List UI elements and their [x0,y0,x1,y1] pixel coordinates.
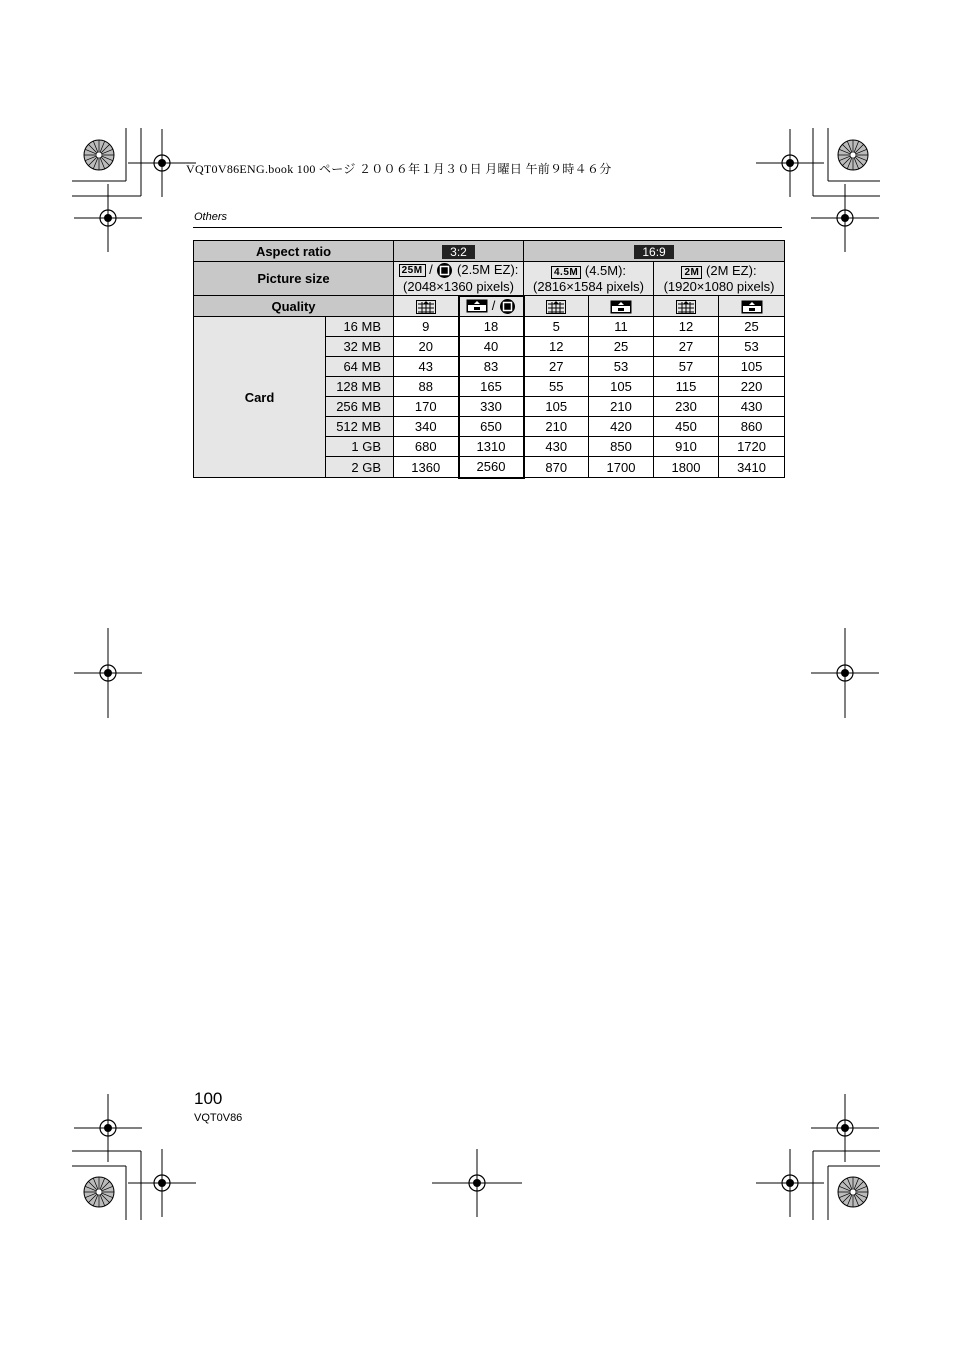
value-cell: 12 [524,337,589,357]
value-cell: 330 [459,397,524,417]
size-cell-45m [524,262,654,296]
value-cell: 860 [719,417,785,437]
fine-quality-icon [416,300,436,314]
standard-quality-icon [741,300,763,314]
value-cell: 650 [459,417,524,437]
crosshair-mark-icon [811,1094,879,1162]
value-cell: 910 [654,437,719,457]
value-cell: 210 [589,397,654,417]
wheel-mark-icon [84,140,114,170]
standard-quality-icon [610,300,632,314]
crosshair-mark-icon [74,1094,142,1162]
size-25m-text: (2.5M EZ): [457,262,519,278]
section-label: Others [194,211,228,223]
value-cell: 20 [394,337,459,357]
value-cell: 53 [589,357,654,377]
value-cell: 430 [719,397,785,417]
wheel-mark-icon [84,1177,114,1207]
value-cell: 220 [719,377,785,397]
value-cell: 1310 [459,437,524,457]
table-row [194,317,785,337]
card-size: 2 GB [326,457,394,478]
value-cell: 1360 [394,457,459,478]
standard-quality-icon [466,299,488,313]
card-size: 1 GB [326,437,394,457]
header-rule [193,227,782,228]
fine-quality-icon [546,300,566,314]
aspect-32-badge: 3:2 [442,245,475,259]
crosshair-mark-icon [128,1149,196,1217]
ez-circle-icon [436,262,453,279]
value-cell: 57 [654,357,719,377]
wheel-mark-icon [838,140,868,170]
value-cell: 850 [589,437,654,457]
value-cell: 105 [589,377,654,397]
value-cell: 105 [719,357,785,377]
size-25m-icon: 25M [399,264,426,277]
value-cell: 5 [524,317,589,337]
card-label: Card [194,317,326,478]
value-cell: 210 [524,417,589,437]
wheel-mark-icon [838,1177,868,1207]
value-cell: 230 [654,397,719,417]
value-cell: 170 [394,397,459,417]
value-cell: 12 [654,317,719,337]
size-25m-pixels: (2048×1360 pixels) [403,279,514,295]
value-cell: 18 [459,317,524,337]
size-2m-icon: 2M [681,266,702,279]
card-size: 16 MB [326,317,394,337]
fine-quality-icon [676,300,696,314]
value-cell: 450 [654,417,719,437]
value-cell: 25 [719,317,785,337]
quality-row: Quality / [194,296,785,317]
value-cell: 420 [589,417,654,437]
value-cell: 43 [394,357,459,377]
value-cell: 25 [589,337,654,357]
value-cell: 680 [394,437,459,457]
size-45m-text: (4.5M): [584,263,627,279]
picture-size-label: Picture size [194,262,394,296]
crosshair-mark-icon [756,129,824,197]
model-code: VQT0V86 [194,1112,243,1124]
size-2m-pixels: (1920×1080 pixels) [663,278,775,294]
value-cell: 27 [524,357,589,377]
crosshair-mark-icon [74,184,142,252]
value-cell: 430 [524,437,589,457]
value-cell: 115 [654,377,719,397]
value-cell: 105 [524,397,589,417]
size-cell-2m [654,262,785,296]
value-cell: 340 [394,417,459,437]
card-size: 128 MB [326,377,394,397]
value-cell: 1700 [589,457,654,478]
size-cell-25m: 25M / (2.5M EZ): (2048×1360 pixels) [394,262,524,296]
card-size: 32 MB [326,337,394,357]
ez-circle-icon [499,298,516,315]
value-cell: 83 [459,357,524,377]
aspect-169-badge: 16:9 [634,245,673,259]
value-cell: 3410 [719,457,785,478]
value-cell: 1720 [719,437,785,457]
page-number: 100 [194,1089,223,1108]
value-cell: 53 [719,337,785,357]
value-cell: 55 [524,377,589,397]
crosshair-mark-icon [811,184,879,252]
card-size: 256 MB [326,397,394,417]
size-45m-icon: 4.5M [551,266,581,279]
card-size: 512 MB [326,417,394,437]
size-45m-pixels: (2816×1584 pixels) [533,278,644,294]
crosshair-mark-icon [756,1149,824,1217]
value-cell: 870 [524,457,589,478]
size-2m-text: (2M EZ): [706,263,757,279]
card-rows [194,317,785,478]
value-cell: 11 [589,317,654,337]
value-cell: 165 [459,377,524,397]
value-cell: 1800 [654,457,719,478]
aspect-row [194,241,785,262]
value-cell: 27 [654,337,719,357]
value-cell: 2560 [459,457,524,478]
recording-capacity-table [193,240,785,479]
value-cell: 9 [394,317,459,337]
aspect-ratio-label: Aspect ratio [194,241,394,262]
value-cell: 40 [459,337,524,357]
quality-label: Quality [194,296,394,317]
picture-size-row [194,262,785,296]
print-header: VQT0V86ENG.book 100 ページ ２００６年１月３０日 月曜日 午前９時４６分 [186,162,612,176]
card-size: 64 MB [326,357,394,377]
value-cell: 88 [394,377,459,397]
